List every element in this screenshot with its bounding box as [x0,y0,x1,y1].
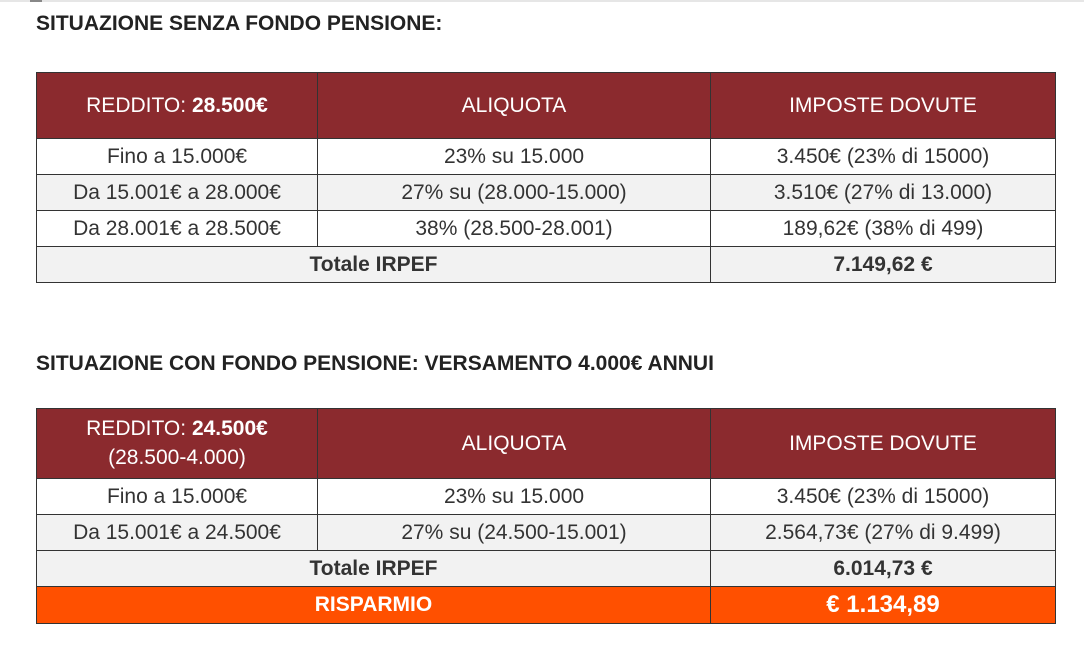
table-row [37,515,1056,551]
tax-cell: 3.450€ (23% di 15000) [711,479,1056,515]
rate-cell: 27% su (24.500-15.001) [318,515,711,551]
income-label: REDDITO: [86,417,192,441]
income-value: 28.500€ [191,93,268,117]
bracket-cell: Fino a 15.000€ [37,479,318,515]
income-header [37,73,318,139]
income-label: REDDITO: [86,93,192,117]
total-row [37,551,1056,587]
income-header [37,409,318,479]
rate-cell: 23% su 15.000 [318,139,711,175]
table-header-row [37,73,1056,139]
bracket-cell: Da 15.001€ a 24.500€ [37,515,318,551]
savings-row [37,587,1056,624]
rate-header: ALIQUOTA [318,409,711,479]
income-value: 24.500€ [191,417,268,441]
total-value: 6.014,73 € [711,551,1056,587]
table-row [37,211,1056,247]
total-value: 7.149,62 € [711,247,1056,283]
top-divider [0,0,1084,2]
savings-value: € 1.134,89 [711,587,1056,624]
rate-cell: 27% su (28.000-15.000) [318,175,711,211]
total-row [37,247,1056,283]
total-label: Totale IRPEF [37,247,711,283]
top-marker [30,0,42,2]
table-row [37,139,1056,175]
bracket-cell: Fino a 15.000€ [37,139,318,175]
tax-cell: 3.510€ (27% di 13.000) [711,175,1056,211]
income-note: (28.500-4.000) [108,445,246,469]
tax-table-with-fund [36,408,1056,624]
savings-label: RISPARMIO [37,587,711,624]
bracket-cell: Da 15.001€ a 28.000€ [37,175,318,211]
taxes-header: IMPOSTE DOVUTE [711,73,1056,139]
taxes-header: IMPOSTE DOVUTE [711,409,1056,479]
total-label: Totale IRPEF [37,551,711,587]
tax-cell: 2.564,73€ (27% di 9.499) [711,515,1056,551]
bracket-cell: Da 28.001€ a 28.500€ [37,211,318,247]
rate-header: ALIQUOTA [318,73,711,139]
section-title-without-fund: SITUAZIONE SENZA FONDO PENSIONE: [36,12,443,35]
table-row [37,479,1056,515]
tax-cell: 3.450€ (23% di 15000) [711,139,1056,175]
table-row [37,175,1056,211]
tax-table-without-fund [36,72,1056,283]
rate-cell: 23% su 15.000 [318,479,711,515]
table-header-row [37,409,1056,479]
rate-cell: 38% (28.500-28.001) [318,211,711,247]
section-title-with-fund: SITUAZIONE CON FONDO PENSIONE: VERSAMENTO 4.000€ ANNUI [36,352,714,375]
tax-cell: 189,62€ (38% di 499) [711,211,1056,247]
